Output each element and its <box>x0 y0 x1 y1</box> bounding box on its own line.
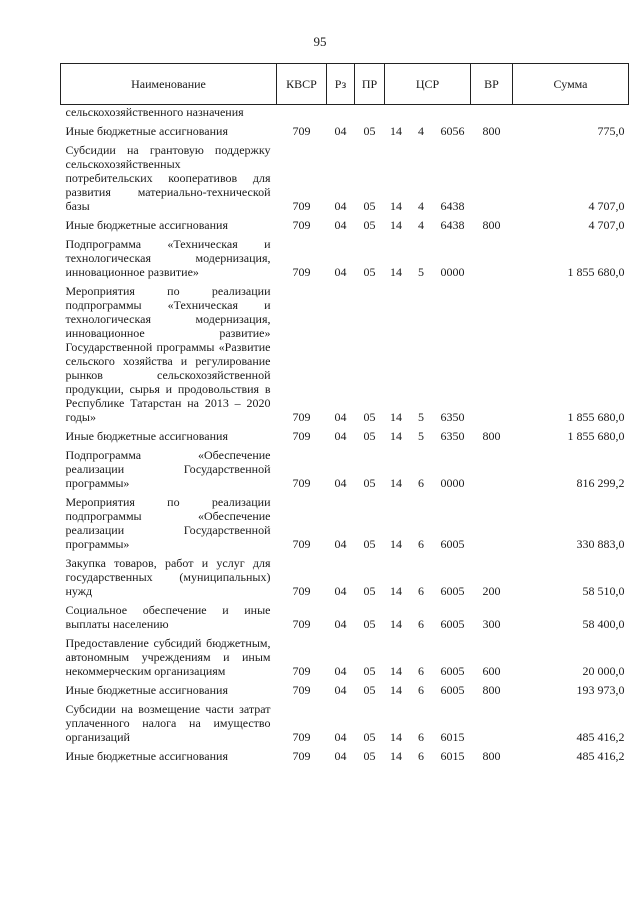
row-kvsr: 709 <box>292 218 311 232</box>
header-csr: ЦСР <box>385 64 471 105</box>
row-name: Мероприятия по реализации подпрограммы «Обеспечение реализации Государственной программы» <box>65 495 271 551</box>
row-pr: 05 <box>363 584 376 598</box>
row-sum: 58 510,0 <box>582 584 625 598</box>
row-name: Закупка товаров, работ и услуг для государственных (муниципальных) нужд <box>65 556 271 598</box>
row-csr-subprogram: 4 <box>418 124 424 138</box>
row-csr-code: 6005 <box>440 664 465 678</box>
row-kvsr: 709 <box>292 265 311 279</box>
table-row <box>61 213 629 232</box>
table-row <box>61 105 629 120</box>
table-row <box>61 697 629 744</box>
row-pr: 05 <box>363 730 376 744</box>
row-csr-code: 6350 <box>440 410 465 424</box>
row-kvsr: 709 <box>292 429 311 443</box>
row-csr-program: 14 <box>390 537 402 551</box>
row-csr-program: 14 <box>390 218 402 232</box>
row-kvsr: 709 <box>292 683 311 697</box>
table-row <box>61 443 629 490</box>
row-csr-subprogram <box>408 105 435 120</box>
row-sum: 330 883,0 <box>576 537 625 551</box>
row-name: Иные бюджетные ассигнования <box>65 124 228 138</box>
table-row <box>61 631 629 678</box>
row-csr-program <box>385 105 408 120</box>
row-vr: 800 <box>482 683 501 697</box>
row-csr-code: 6015 <box>440 730 465 744</box>
row-csr-code: 6438 <box>440 199 465 213</box>
row-csr-program: 14 <box>390 429 402 443</box>
row-pr: 05 <box>363 124 376 138</box>
row-csr-program: 14 <box>390 683 402 697</box>
row-kvsr: 709 <box>292 617 311 631</box>
row-vr: 300 <box>482 617 501 631</box>
row-vr <box>471 232 513 279</box>
table-row <box>61 279 629 424</box>
row-kvsr: 709 <box>292 199 311 213</box>
row-csr-subprogram: 6 <box>418 476 424 490</box>
row-name: Подпрограмма «Техническая и технологическая модернизация, инновационное развитие» <box>65 237 271 279</box>
header-kvsr: КВСР <box>277 64 327 105</box>
row-sum: 1 855 680,0 <box>567 265 625 279</box>
row-vr <box>471 697 513 744</box>
row-csr-subprogram: 5 <box>418 265 424 279</box>
row-csr-code: 6015 <box>440 749 465 763</box>
row-csr-program: 14 <box>390 584 402 598</box>
row-vr: 800 <box>482 429 501 443</box>
table-row <box>61 551 629 598</box>
row-csr-code: 6350 <box>440 429 465 443</box>
row-name: Субсидии на грантовую поддержку сельскохозяйственных потребительских кооперативов для развития материально-технической базы <box>65 143 271 213</box>
row-csr-program: 14 <box>390 410 402 424</box>
page-number: 95 <box>313 34 327 49</box>
row-csr-program: 14 <box>390 730 402 744</box>
row-csr-program: 14 <box>390 476 402 490</box>
row-csr-program: 14 <box>390 664 402 678</box>
row-rz: 04 <box>334 429 347 443</box>
header-rz: Рз <box>327 64 355 105</box>
header-vr: ВР <box>471 64 513 105</box>
row-name: Иные бюджетные ассигнования <box>65 749 228 763</box>
row-vr <box>471 105 513 120</box>
row-csr-subprogram: 6 <box>418 664 424 678</box>
row-csr-subprogram: 5 <box>418 429 424 443</box>
row-kvsr: 709 <box>292 476 311 490</box>
row-csr-subprogram: 6 <box>418 683 424 697</box>
row-kvsr: 709 <box>292 749 311 763</box>
row-pr: 05 <box>363 683 376 697</box>
row-name: Подпрограмма «Обеспечение реализации Государственной программы» <box>65 448 271 490</box>
row-pr: 05 <box>363 410 376 424</box>
header-pr: ПР <box>355 64 385 105</box>
row-rz: 04 <box>334 749 347 763</box>
row-csr-subprogram: 4 <box>418 199 424 213</box>
budget-table <box>60 63 629 763</box>
row-pr: 05 <box>363 537 376 551</box>
row-rz: 04 <box>334 664 347 678</box>
row-csr-subprogram: 6 <box>418 730 424 744</box>
row-name: Предоставление субсидий бюджетным, автономным учреждениям и иным некоммерческим организациям <box>65 636 271 678</box>
row-name: Иные бюджетные ассигнования <box>65 218 228 232</box>
row-vr: 800 <box>482 749 501 763</box>
row-pr: 05 <box>363 617 376 631</box>
table-header-row <box>61 64 629 105</box>
row-kvsr: 709 <box>292 730 311 744</box>
table-row <box>61 232 629 279</box>
row-csr-code: 6005 <box>440 617 465 631</box>
row-pr: 05 <box>363 265 376 279</box>
row-csr-subprogram: 6 <box>418 617 424 631</box>
table-row <box>61 598 629 631</box>
row-csr-code: 6005 <box>440 537 465 551</box>
row-rz: 04 <box>334 730 347 744</box>
table-row <box>61 490 629 551</box>
row-pr: 05 <box>363 476 376 490</box>
row-csr-subprogram: 5 <box>418 410 424 424</box>
row-rz: 04 <box>334 265 347 279</box>
row-rz: 04 <box>334 410 347 424</box>
row-csr-code: 6005 <box>440 584 465 598</box>
row-vr: 600 <box>482 664 501 678</box>
row-rz: 04 <box>334 124 347 138</box>
table-row <box>61 119 629 138</box>
row-kvsr: 709 <box>292 664 311 678</box>
row-csr-program: 14 <box>390 265 402 279</box>
header-sum: Сумма <box>513 64 629 105</box>
row-rz: 04 <box>334 199 347 213</box>
row-csr-code <box>435 105 471 120</box>
row-sum: 193 973,0 <box>576 683 625 697</box>
row-csr-code: 6056 <box>440 124 465 138</box>
row-name: Субсидии на возмещение части затрат уплаченного налога на имущество организаций <box>65 702 271 744</box>
row-pr: 05 <box>363 664 376 678</box>
row-sum: 4 707,0 <box>588 199 625 213</box>
row-pr: 05 <box>363 218 376 232</box>
row-rz: 04 <box>334 617 347 631</box>
row-rz: 04 <box>334 476 347 490</box>
row-csr-program: 14 <box>390 617 402 631</box>
row-sum: 775,0 <box>597 124 625 138</box>
row-sum <box>513 105 629 120</box>
row-rz: 04 <box>334 683 347 697</box>
row-csr-subprogram: 6 <box>418 749 424 763</box>
row-sum: 58 400,0 <box>582 617 625 631</box>
row-sum: 485 416,2 <box>576 730 625 744</box>
row-rz: 04 <box>334 584 347 598</box>
row-vr <box>471 138 513 213</box>
row-pr: 05 <box>363 749 376 763</box>
table-row <box>61 744 629 763</box>
row-sum: 485 416,2 <box>576 749 625 763</box>
table-row <box>61 678 629 697</box>
row-pr <box>355 105 385 120</box>
row-kvsr: 709 <box>292 410 311 424</box>
row-csr-subprogram: 4 <box>418 218 424 232</box>
row-vr <box>471 490 513 551</box>
header-name: Наименование <box>61 64 277 105</box>
row-name: сельскохозяйственного назначения <box>65 105 244 119</box>
row-name: Иные бюджетные ассигнования <box>65 429 228 443</box>
row-csr-code: 0000 <box>440 476 465 490</box>
row-sum: 20 000,0 <box>582 664 625 678</box>
row-csr-code: 6005 <box>440 683 465 697</box>
row-rz: 04 <box>334 218 347 232</box>
row-sum: 4 707,0 <box>588 218 625 232</box>
row-kvsr: 709 <box>292 584 311 598</box>
table-row <box>61 424 629 443</box>
row-csr-subprogram: 6 <box>418 537 424 551</box>
row-sum: 1 855 680,0 <box>567 410 625 424</box>
row-name: Иные бюджетные ассигнования <box>65 683 228 697</box>
row-pr: 05 <box>363 429 376 443</box>
row-kvsr: 709 <box>292 537 311 551</box>
row-csr-program: 14 <box>390 749 402 763</box>
row-sum: 816 299,2 <box>576 476 625 490</box>
row-sum: 1 855 680,0 <box>567 429 625 443</box>
row-vr: 800 <box>482 218 501 232</box>
row-rz: 04 <box>334 537 347 551</box>
row-csr-program: 14 <box>390 199 402 213</box>
row-pr: 05 <box>363 199 376 213</box>
row-csr-subprogram: 6 <box>418 584 424 598</box>
row-vr <box>471 279 513 424</box>
row-csr-program: 14 <box>390 124 402 138</box>
row-name: Мероприятия по реализации подпрограммы «Техническая и технологическая модернизация, инновационное развитие» Государственной программы «Развитие сельского хозяйства и регулирование рынков сельскохозяйственной продукции, сырья и продовольствия в Республике Татарстан на 2013 – 2020 годы» <box>65 284 271 424</box>
row-name: Социальное обеспечение и иные выплаты населению <box>65 603 271 631</box>
row-kvsr: 709 <box>292 124 311 138</box>
row-kvsr <box>277 105 327 120</box>
table-row <box>61 138 629 213</box>
row-vr <box>471 443 513 490</box>
row-rz <box>327 105 355 120</box>
row-csr-code: 0000 <box>440 265 465 279</box>
row-vr: 800 <box>482 124 501 138</box>
row-vr: 200 <box>482 584 501 598</box>
row-csr-code: 6438 <box>440 218 465 232</box>
